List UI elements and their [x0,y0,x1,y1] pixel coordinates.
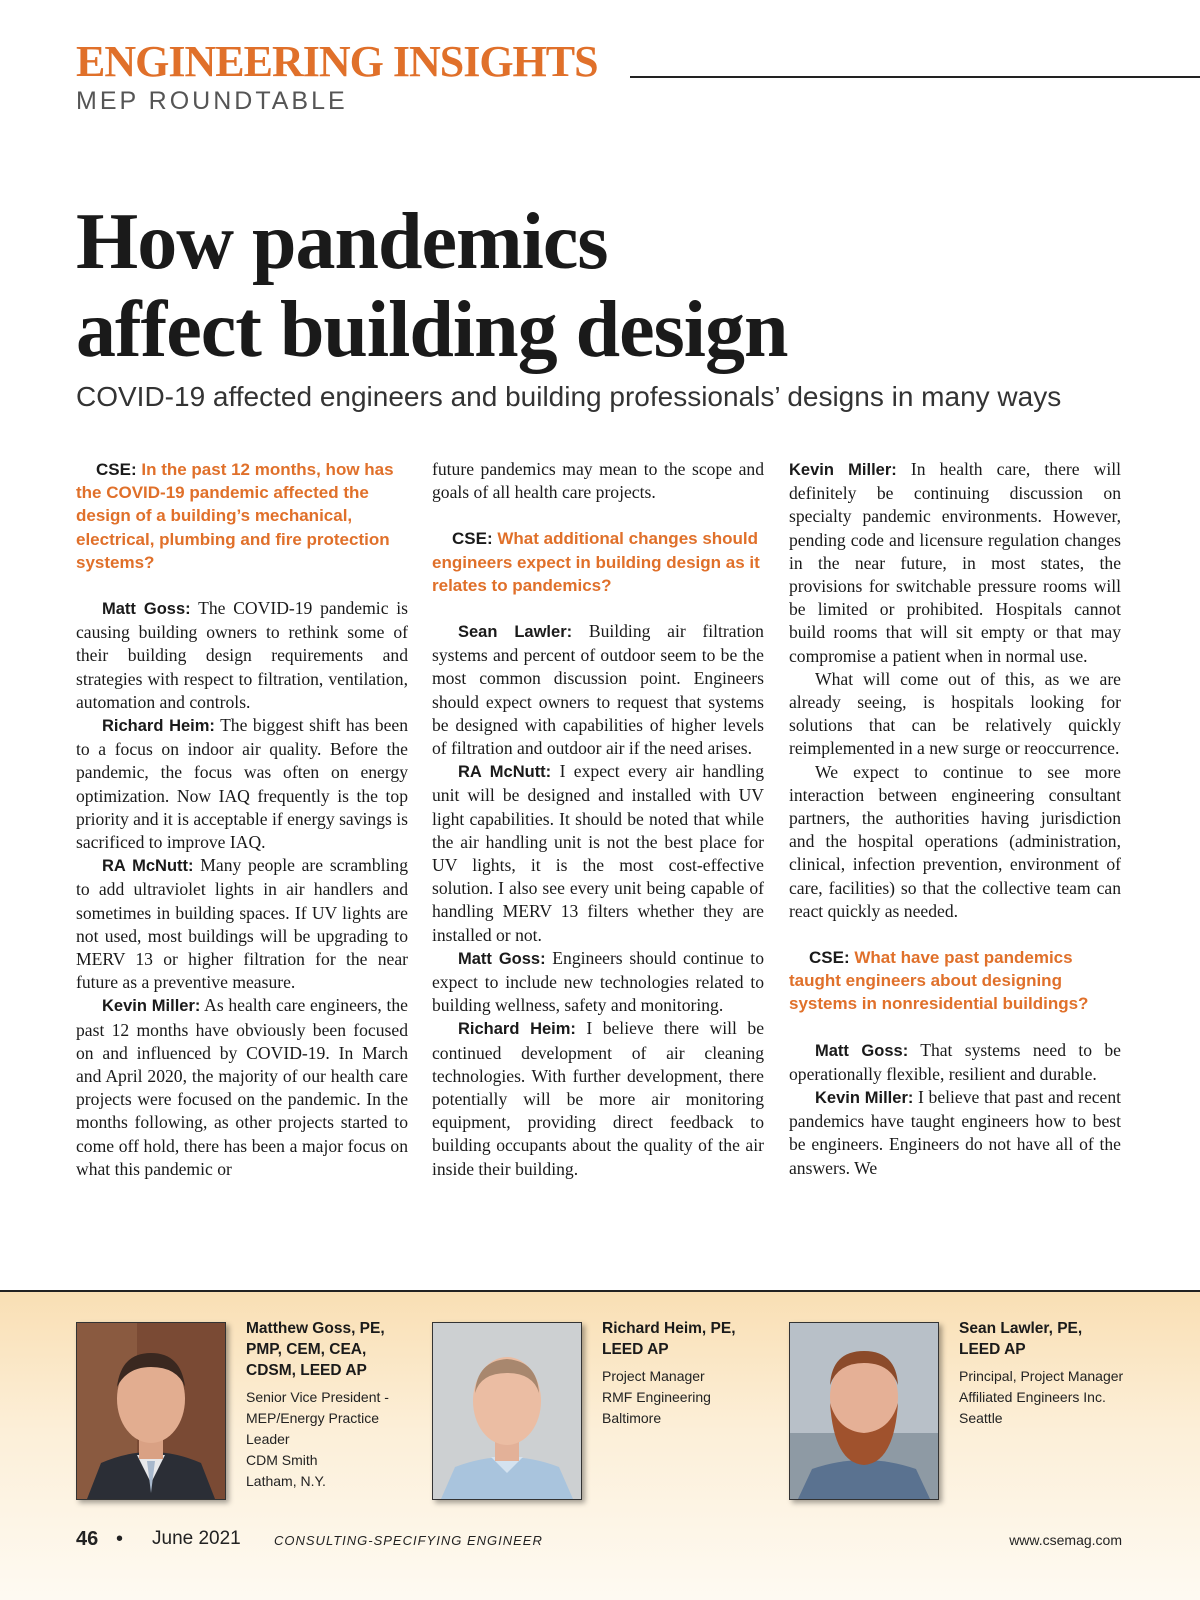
bio-name: Sean Lawler, PE, LEED AP [959,1320,1083,1358]
article-title [76,198,1136,374]
article-column-1 [76,458,408,1270]
answer-paragraph [789,458,1121,668]
continued-paragraph: future pandemics may mean to the scope and goals of all health care projects. [432,459,764,503]
answer-paragraph [432,620,764,760]
answer-text: Engineers should continue to expect to include new technologies related to building wellness, safety and monitoring. [432,947,764,1016]
question-text: In the past 12 months, how has the COVID-19 pandemic affected the design of a building’s mechanical, electrical, plumbing and fire protection systems? [76,460,394,572]
answer-paragraph [432,760,764,947]
article-deck: COVID-19 affected engineers and building professionals’ designs in many ways [76,381,1062,412]
question-prefix: CSE: [96,460,137,479]
bio-company: Affiliated Engineers Inc. [959,1389,1106,1405]
header-rule [630,76,1200,78]
issue-date: June 2021 [152,1528,241,1549]
question-3 [789,946,1121,1016]
bio-title: Senior Vice President - MEP/Energy Practice Leader [246,1389,389,1447]
bio-rule [0,1290,1200,1292]
magazine-name: CONSULTING-SPECIFYING ENGINEER [274,1533,543,1548]
answer-text: Many people are scrambling to add ultraviolet lights in air handlers and sometimes in building spaces. If UV lights are not used, most buildings will be upgrading to MERV 13 or higher filtration for the near future as a preventive measure. [76,855,408,993]
speaker-name: Kevin Miller: [815,1089,914,1108]
answer-paragraph [789,1039,1121,1086]
speaker-name: Matt Goss: [102,600,191,619]
answer-text: Building air filtration systems and percent of outdoor seem to be the most common discussion point. Engineers should expect owners to request that systems be designed with capabilities of higher levels of filtration and outdoor air if the need arises. [432,621,764,759]
answer-paragraph [432,947,764,1018]
speaker-name: Kevin Miller: [789,461,897,479]
answer-text: The COVID-19 pandemic is causing building owners to rethink some of their building design requirements and strategies with respect to filtration, ventilation, automation and controls. [76,598,408,712]
bio-company: RMF Engineering [602,1389,711,1405]
headshot-photo [789,1322,939,1500]
bio-name: Matthew Goss, PE, PMP, CEM, CEA, CDSM, LEED AP [246,1320,385,1379]
bio-location: Baltimore [602,1410,662,1426]
answer-paragraph [76,714,408,854]
website-url: www.csemag.com [1009,1532,1122,1548]
question-2 [432,527,764,597]
answer-paragraph [76,597,408,714]
answer-paragraph: We expect to continue to see more interaction between engineering consultant partners, the authorities having jurisdiction and the hospital operations (administration, clinical, infection prevention, environment of care, facilities) so that the collective team can react quickly as needed. [789,761,1121,921]
answer-text: In health care, there will definitely be continuing discussion on specialty pandemic environments. However, pending code and licensure regulation changes in the near future, in most states, the provisions for switchable pressure rooms will be limited or prohibited. Hospitals cannot build rooms that will sit empty or that may compromise a patient when in normal use. [789,459,1121,666]
answer-text: As health care engineers, the past 12 months have obviously been focused on and influenced by COVID-19. In March and April 2020, the majority of our health care projects were focused on the pandemic. In the months following, as other projects started to come off hold, there has been a major focus on what this pandemic or [76,995,408,1179]
question-1 [76,458,408,574]
speaker-name: RA McNutt: [458,763,552,782]
answer-paragraph [432,1017,764,1180]
answer-text: I believe that past and recent pandemics have taught engineers how to best be engineers. Engineers do not have all of the answers. We [789,1087,1121,1178]
answer-text: That systems need to be operationally flexible, resilient and durable. [789,1039,1121,1084]
headshot-photo [76,1322,226,1500]
bio-text [602,1318,770,1429]
bio-title: Principal, Project Manager [959,1368,1124,1384]
answer-paragraph [76,994,408,1181]
answer-paragraph: What will come out of this, as we are already seeing, is hospitals looking for solutions that can be relatively quickly reimplemented in a new surge or reoccurrence. [789,668,1121,759]
speaker-name: Matt Goss: [458,949,546,968]
bio-company: CDM Smith [246,1452,318,1468]
bio-location: Seattle [959,1410,1003,1426]
answer-text: I expect every air handling unit will be designed and installed with UV light capabilities. It should be noted that while the air handling unit is not the best place for UV lights, it is the most cost-effective solution. I also see every unit being capable of handling MERV 13 filters whether they are installed or not. [432,761,764,945]
section-heading: ENGINEERING INSIGHTS [76,37,598,86]
answer-paragraph [789,1086,1121,1180]
question-prefix: CSE: [809,948,850,968]
page-footer [76,1528,1122,1556]
question-prefix: CSE: [452,529,493,549]
title-line-2: affect building design [76,286,788,374]
answer-text: The biggest shift has been to a focus on indoor air quality. Before the pandemic, the focus was often on energy optimization. Now IAQ frequently is the top priority and it is acceptable if energy savings is sacrificed to improve IAQ. [76,715,408,853]
article-column-3 [789,458,1121,1270]
speaker-name: Richard Heim: [102,717,215,736]
answer-text: I believe there will be continued development of air cleaning technologies. With further development, there potentially will be more air monitoring equipment, providing direct feedback to building occupants about the quality of the air inside their building. [432,1018,764,1179]
bio-text [959,1318,1127,1429]
speaker-name: Matt Goss: [815,1041,909,1060]
subsection-heading: MEP ROUNDTABLE [76,87,348,115]
footer-bullet: • [116,1528,124,1550]
bio-title: Project Manager [602,1368,705,1384]
speaker-name: Richard Heim: [458,1020,576,1039]
bio-text [246,1318,414,1492]
question-text: What additional changes should engineers expect in building design as it relates to pandemics? [432,529,760,595]
speaker-name: Sean Lawler: [458,623,573,642]
article-column-2 [432,458,764,1270]
title-line-1: How pandemics [76,198,608,286]
answer-paragraph [76,854,408,994]
speaker-name: Kevin Miller: [102,997,201,1016]
bio-name: Richard Heim, PE, LEED AP [602,1320,736,1358]
headshot-photo [432,1322,582,1500]
page-number: 46 [76,1528,99,1550]
question-text: What have past pandemics taught engineers about designing systems in nonresidential buildings? [789,948,1089,1014]
speaker-name: RA McNutt: [102,857,194,876]
bio-location: Latham, N.Y. [246,1473,326,1489]
